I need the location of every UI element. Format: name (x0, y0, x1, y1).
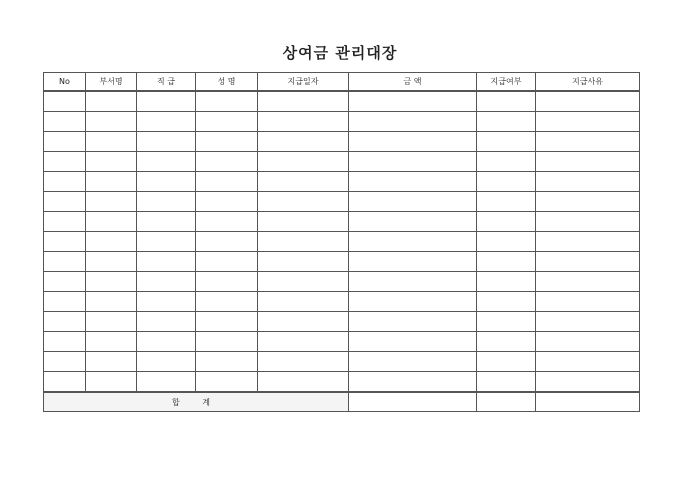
cell-paid-status[interactable] (477, 272, 536, 292)
cell-no[interactable] (44, 152, 86, 172)
column-header-name: 성 명 (196, 73, 258, 92)
cell-position[interactable] (137, 192, 196, 212)
cell-amount[interactable] (349, 192, 477, 212)
total-amount-cell[interactable] (349, 392, 477, 412)
cell-paid-status[interactable] (477, 152, 536, 172)
cell-department[interactable] (86, 312, 137, 332)
cell-department[interactable] (86, 352, 137, 372)
column-header-payment-reason: 지급사유 (536, 73, 640, 92)
cell-paid-status[interactable] (477, 112, 536, 132)
cell-position[interactable] (137, 91, 196, 112)
cell-position[interactable] (137, 152, 196, 172)
cell-payment-date[interactable] (258, 212, 349, 232)
cell-name[interactable] (196, 372, 258, 393)
cell-payment-reason[interactable] (536, 172, 640, 192)
cell-payment-reason[interactable] (536, 352, 640, 372)
cell-department[interactable] (86, 332, 137, 352)
cell-no[interactable] (44, 352, 86, 372)
cell-position[interactable] (137, 212, 196, 232)
cell-position[interactable] (137, 252, 196, 272)
cell-amount[interactable] (349, 372, 477, 393)
table-row (44, 292, 640, 312)
cell-name[interactable] (196, 332, 258, 352)
table-row (44, 91, 640, 112)
cell-payment-date[interactable] (258, 172, 349, 192)
column-header-payment-date: 지급일자 (258, 73, 349, 92)
cell-department[interactable] (86, 292, 137, 312)
cell-payment-reason[interactable] (536, 272, 640, 292)
table-row (44, 372, 640, 393)
cell-no[interactable] (44, 272, 86, 292)
cell-name[interactable] (196, 192, 258, 212)
cell-amount[interactable] (349, 112, 477, 132)
cell-position[interactable] (137, 372, 196, 393)
cell-position[interactable] (137, 312, 196, 332)
table-row (44, 192, 640, 212)
cell-payment-date[interactable] (258, 112, 349, 132)
cell-payment-reason[interactable] (536, 212, 640, 232)
cell-name[interactable] (196, 152, 258, 172)
table-row (44, 352, 640, 372)
table-row (44, 272, 640, 292)
table-row (44, 132, 640, 152)
cell-department[interactable] (86, 192, 137, 212)
cell-position[interactable] (137, 232, 196, 252)
cell-paid-status[interactable] (477, 172, 536, 192)
cell-name[interactable] (196, 232, 258, 252)
cell-paid-status[interactable] (477, 212, 536, 232)
table-row (44, 232, 640, 252)
table-row (44, 152, 640, 172)
cell-department[interactable] (86, 272, 137, 292)
cell-amount[interactable] (349, 212, 477, 232)
cell-paid-status[interactable] (477, 352, 536, 372)
cell-payment-reason[interactable] (536, 232, 640, 252)
cell-position[interactable] (137, 132, 196, 152)
bonus-ledger-table (43, 72, 640, 412)
cell-department[interactable] (86, 112, 137, 132)
ledger-body (44, 91, 640, 392)
cell-name[interactable] (196, 91, 258, 112)
cell-payment-date[interactable] (258, 272, 349, 292)
cell-no[interactable] (44, 252, 86, 272)
cell-paid-status[interactable] (477, 372, 536, 393)
cell-payment-date[interactable] (258, 132, 349, 152)
cell-paid-status[interactable] (477, 91, 536, 112)
cell-position[interactable] (137, 112, 196, 132)
cell-position[interactable] (137, 332, 196, 352)
cell-payment-reason[interactable] (536, 292, 640, 312)
cell-paid-status[interactable] (477, 132, 536, 152)
cell-payment-reason[interactable] (536, 152, 640, 172)
cell-name[interactable] (196, 112, 258, 132)
cell-position[interactable] (137, 272, 196, 292)
cell-department[interactable] (86, 132, 137, 152)
cell-payment-date[interactable] (258, 372, 349, 393)
table-row (44, 212, 640, 232)
cell-amount[interactable] (349, 352, 477, 372)
cell-payment-date[interactable] (258, 152, 349, 172)
cell-department[interactable] (86, 172, 137, 192)
cell-amount[interactable] (349, 272, 477, 292)
column-header-position: 직 급 (137, 73, 196, 92)
cell-name[interactable] (196, 252, 258, 272)
cell-amount[interactable] (349, 252, 477, 272)
cell-payment-reason[interactable] (536, 372, 640, 393)
cell-payment-date[interactable] (258, 232, 349, 252)
cell-no[interactable] (44, 91, 86, 112)
cell-payment-reason[interactable] (536, 112, 640, 132)
cell-amount[interactable] (349, 172, 477, 192)
cell-name[interactable] (196, 172, 258, 192)
header-row (44, 73, 640, 92)
cell-no[interactable] (44, 172, 86, 192)
cell-department[interactable] (86, 152, 137, 172)
cell-amount[interactable] (349, 332, 477, 352)
cell-payment-reason[interactable] (536, 252, 640, 272)
cell-position[interactable] (137, 172, 196, 192)
cell-name[interactable] (196, 312, 258, 332)
column-header-department: 부서명 (86, 73, 137, 92)
cell-payment-reason[interactable] (536, 132, 640, 152)
total-row (44, 392, 640, 412)
cell-no[interactable] (44, 312, 86, 332)
cell-payment-date[interactable] (258, 352, 349, 372)
cell-paid-status[interactable] (477, 332, 536, 352)
table-row (44, 332, 640, 352)
cell-amount[interactable] (349, 232, 477, 252)
cell-amount[interactable] (349, 152, 477, 172)
cell-department[interactable] (86, 372, 137, 393)
total-reason-cell[interactable] (536, 392, 640, 412)
page-title: 상여금 관리대장 (282, 44, 398, 62)
cell-paid-status[interactable] (477, 252, 536, 272)
cell-payment-reason[interactable] (536, 192, 640, 212)
cell-payment-date[interactable] (258, 91, 349, 112)
cell-department[interactable] (86, 252, 137, 272)
cell-payment-date[interactable] (258, 332, 349, 352)
cell-name[interactable] (196, 292, 258, 312)
cell-payment-reason[interactable] (536, 332, 640, 352)
cell-payment-date[interactable] (258, 312, 349, 332)
cell-name[interactable] (196, 272, 258, 292)
cell-amount[interactable] (349, 132, 477, 152)
cell-position[interactable] (137, 292, 196, 312)
total-label: 합 계 (44, 392, 349, 412)
cell-payment-reason[interactable] (536, 91, 640, 112)
cell-amount[interactable] (349, 312, 477, 332)
cell-payment-date[interactable] (258, 252, 349, 272)
cell-department[interactable] (86, 232, 137, 252)
cell-no[interactable] (44, 192, 86, 212)
table-row (44, 252, 640, 272)
cell-department[interactable] (86, 91, 137, 112)
cell-paid-status[interactable] (477, 292, 536, 312)
cell-payment-reason[interactable] (536, 312, 640, 332)
cell-payment-date[interactable] (258, 292, 349, 312)
table-row (44, 312, 640, 332)
cell-no[interactable] (44, 232, 86, 252)
table-row (44, 112, 640, 132)
column-header-paid-status: 지급여부 (477, 73, 536, 92)
cell-no[interactable] (44, 112, 86, 132)
cell-no[interactable] (44, 292, 86, 312)
cell-payment-date[interactable] (258, 192, 349, 212)
cell-paid-status[interactable] (477, 232, 536, 252)
cell-amount[interactable] (349, 292, 477, 312)
cell-department[interactable] (86, 212, 137, 232)
cell-name[interactable] (196, 132, 258, 152)
column-header-amount: 금 액 (349, 73, 477, 92)
cell-position[interactable] (137, 352, 196, 372)
cell-no[interactable] (44, 132, 86, 152)
cell-no[interactable] (44, 212, 86, 232)
cell-no[interactable] (44, 372, 86, 393)
table-row (44, 172, 640, 192)
column-header-no: No (44, 73, 86, 92)
cell-amount[interactable] (349, 91, 477, 112)
cell-paid-status[interactable] (477, 192, 536, 212)
cell-name[interactable] (196, 212, 258, 232)
cell-no[interactable] (44, 332, 86, 352)
total-paid-status-cell[interactable] (477, 392, 536, 412)
cell-paid-status[interactable] (477, 312, 536, 332)
cell-name[interactable] (196, 352, 258, 372)
